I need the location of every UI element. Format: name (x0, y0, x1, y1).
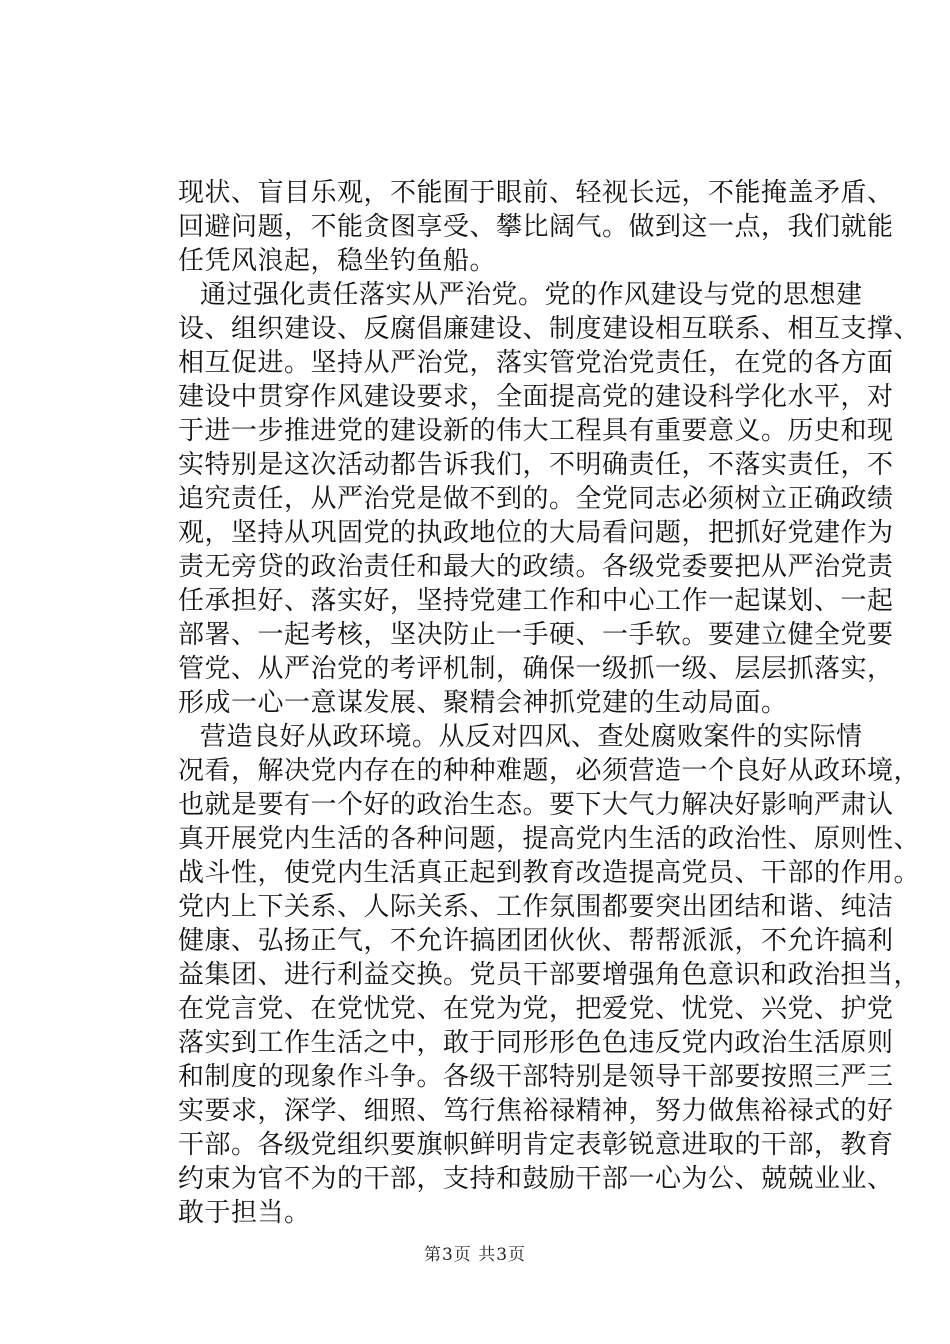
text-line: 管党、从严治党的考评机制，确保一级抓一级、层层抓落实， (178, 654, 894, 684)
text-line: 党内上下关系、人际关系、工作氛围都要突出团结和谐、纯洁 (178, 892, 894, 922)
paragraph-p3 (178, 720, 921, 1230)
text-line: 实特别是这次活动都告诉我们，不明确责任，不落实责任，不 (178, 450, 894, 480)
text-line: 况看，解决党内存在的种种难题，必须营造一个良好从政环境， (178, 756, 921, 786)
text-line: 战斗性，使党内生活真正起到教育改造提高党员、干部的作用。 (178, 858, 921, 888)
text-line: 任凭风浪起，稳坐钓鱼船。 (178, 246, 497, 276)
paragraph-p1 (178, 176, 894, 278)
text-line: 责无旁贷的政治责任和最大的政绩。各级党委要把从严治党责 (178, 552, 894, 582)
text-line: 观，坚持从巩固党的执政地位的大局看问题，把抓好党建作为 (178, 518, 894, 548)
text-line: 实要求，深学、细照、笃行焦裕禄精神，努力做焦裕禄式的好 (178, 1096, 894, 1126)
text-line: 敢于担当。 (178, 1198, 311, 1228)
paragraph-p2 (178, 278, 921, 720)
text-line: 在党言党、在党忧党、在党为党，把爱党、忧党、兴党、护党 (178, 994, 894, 1024)
text-line: 约束为官不为的干部，支持和鼓励干部一心为公、兢兢业业、 (178, 1164, 894, 1194)
text-line: 健康、弘扬正气，不允许搞团团伙伙、帮帮派派，不允许搞利 (178, 926, 894, 956)
text-line: 落实到工作生活之中，敢于同形形色色违反党内政治生活原则 (178, 1028, 894, 1058)
text-line: 于进一步推进党的建设新的伟大工程具有重要意义。历史和现 (178, 416, 894, 446)
text-line: 部署、一起考核，坚决防止一手硬、一手软。要建立健全党要 (178, 620, 894, 650)
text-line: 任承担好、落实好，坚持党建工作和中心工作一起谋划、一起 (178, 586, 894, 616)
text-line: 通过强化责任落实从严治党。党的作风建设与党的思想建 (200, 280, 863, 310)
text-line: 干部。各级党组织要旗帜鲜明肯定表彰锐意进取的干部，教育 (178, 1130, 894, 1160)
text-line: 现状、盲目乐观，不能囿于眼前、轻视长远，不能掩盖矛盾、 (178, 178, 894, 208)
text-line: 营造良好从政环境。从反对四风、查处腐败案件的实际情 (200, 722, 863, 752)
page-footer: 第3页 共3页 (423, 1245, 527, 1265)
text-line: 也就是要有一个好的政治生态。要下大气力解决好影响严肃认 (178, 790, 894, 820)
text-line: 和制度的现象作斗争。各级干部特别是领导干部要按照三严三 (178, 1062, 894, 1092)
text-line: 相互促进。坚持从严治党，落实管党治党责任，在党的各方面 (178, 348, 894, 378)
text-line: 追究责任，从严治党是做不到的。全党同志必须树立正确政绩 (178, 484, 894, 514)
text-line: 建设中贯穿作风建设要求，全面提高党的建设科学化水平，对 (178, 382, 894, 412)
text-line: 设、组织建设、反腐倡廉建设、制度建设相互联系、相互支撑、 (178, 314, 921, 344)
text-line: 真开展党内生活的各种问题，提高党内生活的政治性、原则性、 (178, 824, 921, 854)
text-line: 形成一心一意谋发展、聚精会神抓党建的生动局面。 (178, 688, 788, 718)
text-line: 益集团、进行利益交换。党员干部要增强角色意识和政治担当， (178, 960, 921, 990)
document-body (178, 176, 921, 1230)
text-line: 回避问题，不能贪图享受、攀比阔气。做到这一点，我们就能 (178, 212, 894, 242)
